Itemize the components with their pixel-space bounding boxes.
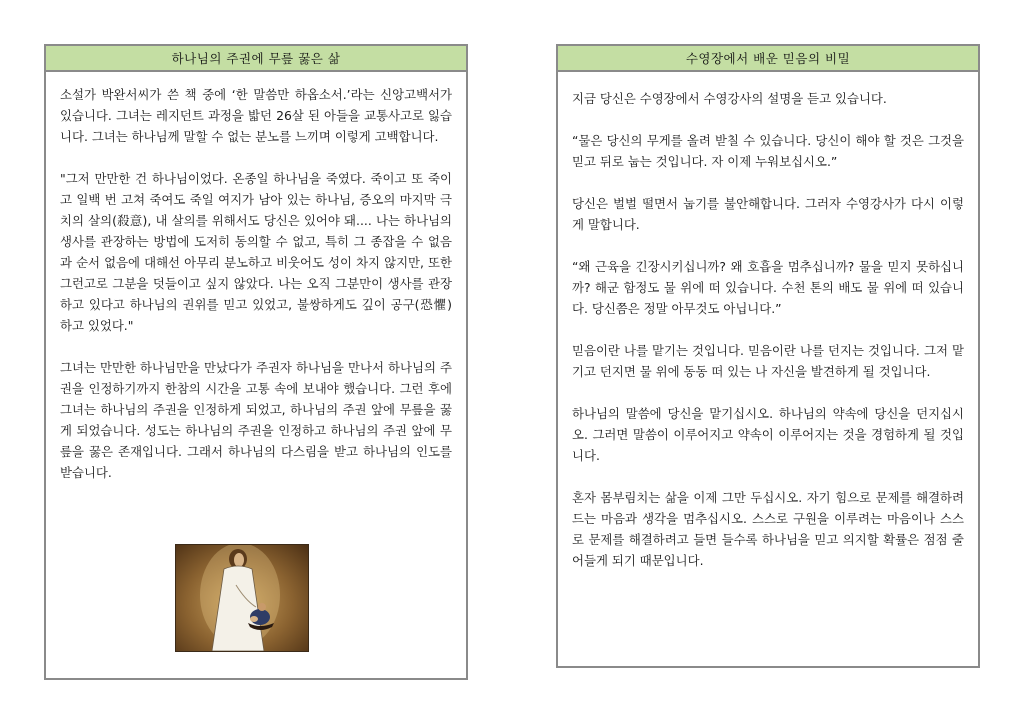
right-paragraph-5: 믿음이란 나를 맡기는 것입니다. 믿음이란 나를 던지는 것입니다. 그저 맡기고 던지면 물 위에 동동 떠 있는 나 자신을 발견하게 될 것입니다. <box>572 343 964 379</box>
right-paragraph-7: 혼자 몸부림치는 삶을 이제 그만 두십시오. 자기 힘으로 문제를 해결하려 드는 마음과 생각을 멈추십시오. 스스로 구원을 이루려는 마음이나 스스로 문제를 해결하려고 들면 들수록 하나님을 믿고 의지할 확률은 점점 줄어들게 되기 때문입니다. <box>572 490 964 568</box>
right-paragraph-1: 지금 당신은 수영장에서 수영강사의 설명을 듣고 있습니다. <box>572 91 887 106</box>
right-paragraph-3: 당신은 벌벌 떨면서 눕기를 불안해합니다. 그러자 수영강사가 다시 이렇게 말합니다. <box>572 196 964 232</box>
right-panel <box>556 44 980 668</box>
left-panel-title: 하나님의 주권에 무릎 꿇은 삶 <box>46 46 466 72</box>
left-paragraph-3: 그녀는 만만한 하나님만을 만났다가 주권자 하나님을 만나서 하나님의 주권을 인정하기까지 한참의 시간을 고통 속에 보내야 했습니다. 그런 후에 그녀는 하나님의 주권을 인정하게 되었고, 하나님의 주권 앞에 무릎을 꿇게 되었습니다. 성도는 하나님의 주권을 인정하고 하나님의 주권 앞에 무릎을 꿇은 존재입니다. 그래서 하나님의 다스림을 받고 하나님의 인도를 받습니다. <box>60 360 452 480</box>
left-panel <box>44 44 468 680</box>
right-panel-body <box>558 72 978 571</box>
right-panel-title: 수영장에서 배운 믿음의 비밀 <box>558 46 978 72</box>
left-paragraph-2: "그저 만만한 건 하나님이었다. 온종일 하나님을 죽였다. 죽이고 또 죽이고 일백 번 고쳐 죽여도 죽일 여지가 남아 있는 하나님, 증오의 마지막 극치의 살의(殺意), 내 살의를 위해서도 당신은 있어야 돼.... 나는 하나님의 생사를 관장하는 방법에 도저히 동의할 수 없고, 특히 그 종잡을 수 없음과 순서 없음에 대해선 아무리 분노하고 비웃어도 성이 차지 않지만, 또한 그런고로 그분을 덧들이고 싶지 않았다. 나는 오직 그분만이 생사를 관장하고 있다고 하나님의 권위를 믿고 있었고, 불쌍하게도 깊이 공구(恐懼)하고 있었다." <box>60 171 452 333</box>
left-paragraph-1: 소설가 박완서씨가 쓴 책 중에 ‘한 말씀만 하옵소서.’라는 신앙고백서가 있습니다. 그녀는 레지던트 과정을 밟던 26살 된 아들을 교통사고로 잃습니다. 그녀는 하나님께 말할 수 없는 분노를 느끼며 이렇게 고백합니다. <box>60 87 452 144</box>
left-panel-body <box>46 72 466 483</box>
right-paragraph-6: 하나님의 말씀에 당신을 맡기십시오. 하나님의 약속에 당신을 던지십시오. 그러면 말씀이 이루어지고 약속이 이루어지는 것을 경험하게 될 것입니다. <box>572 406 964 463</box>
right-paragraph-2: “물은 당신의 무게를 올려 받칠 수 있습니다. 당신이 해야 할 것은 그것을 믿고 뒤로 눕는 것입니다. 자 이제 누워보십시오.” <box>572 133 964 169</box>
right-paragraph-4: “왜 근육을 긴장시키십니까? 왜 호흡을 멈추십니까? 물을 믿지 못하십니까? 해군 함정도 물 위에 떠 있습니다. 수천 톤의 배도 물 위에 떠 있습니다. 당신쯤은 정말 아무것도 아닙니다.” <box>572 259 964 316</box>
jesus-holding-figure-icon <box>175 544 309 652</box>
